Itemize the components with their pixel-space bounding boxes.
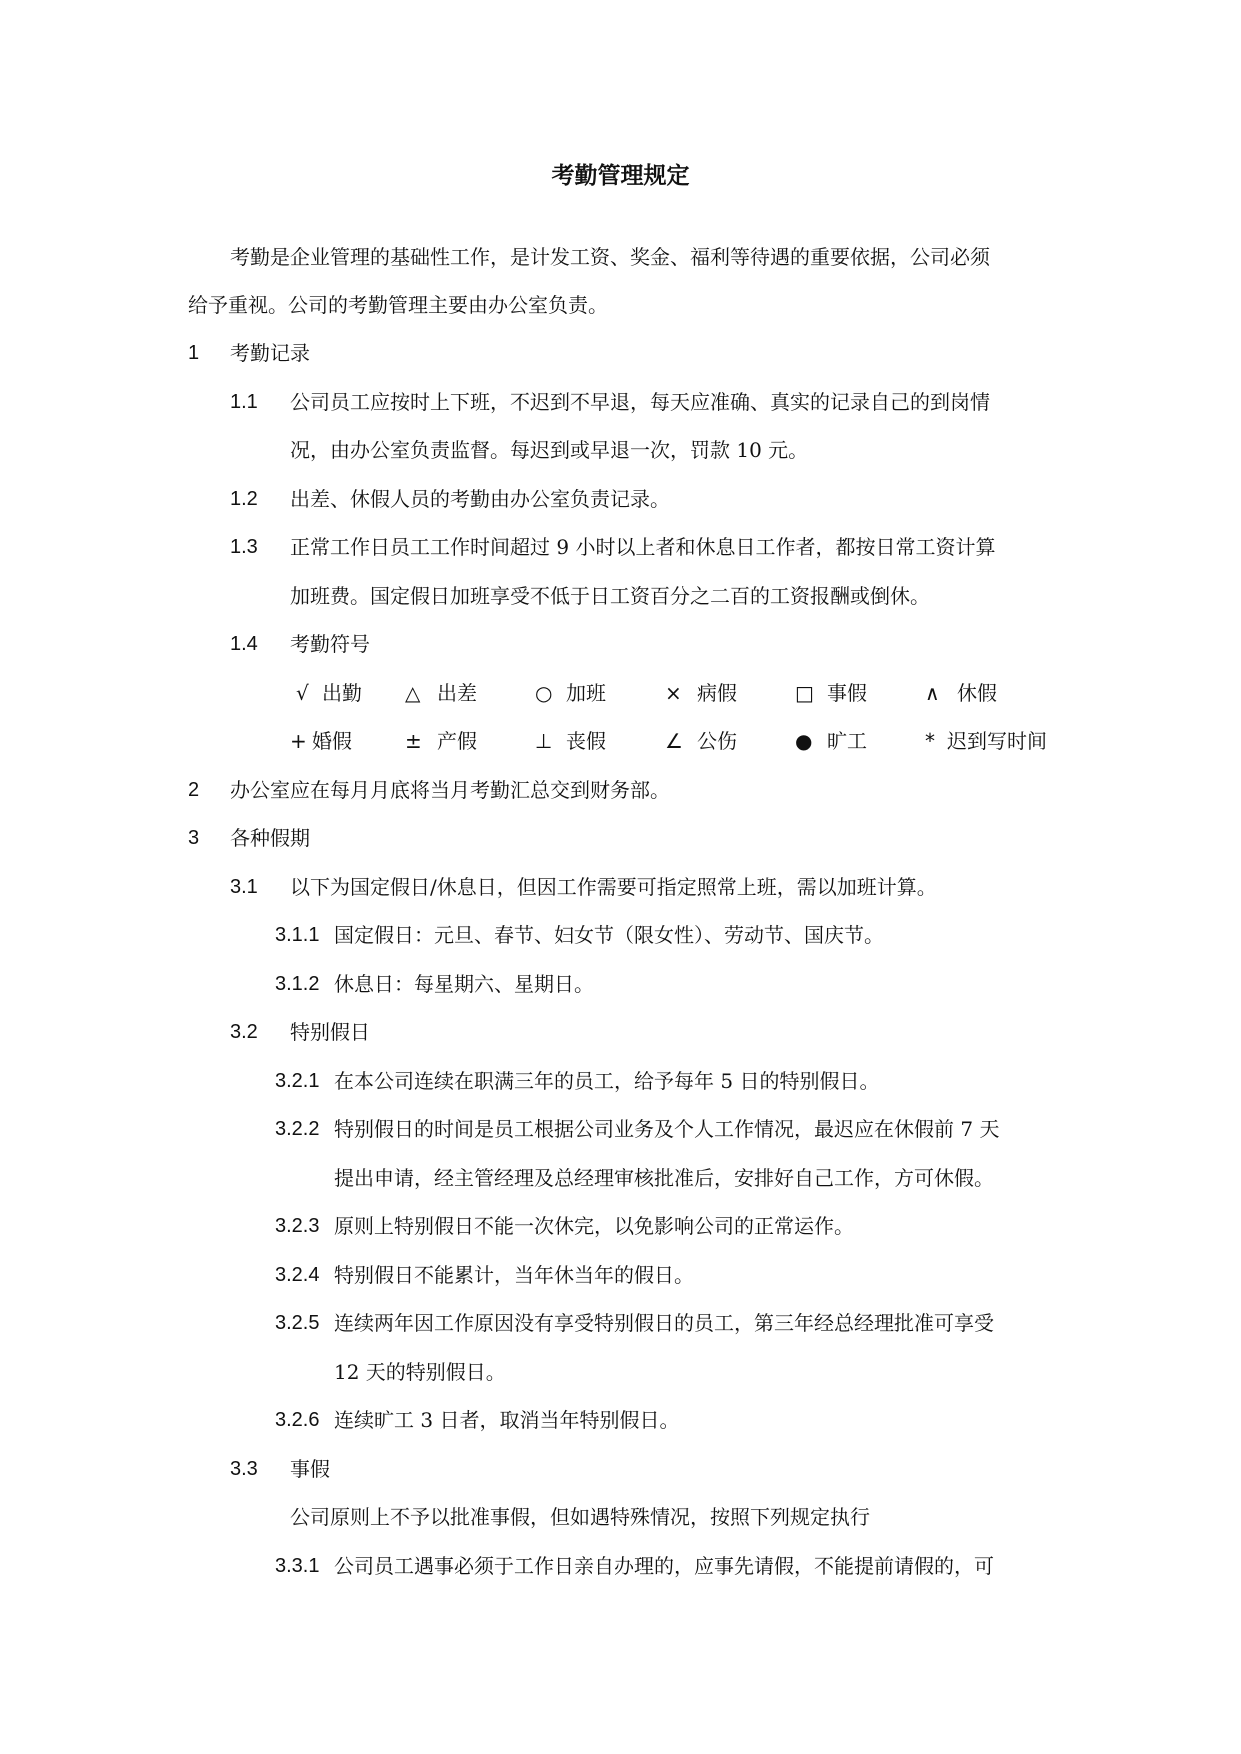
section-3-1-2-text: 休息日：每星期六、星期日。 (334, 972, 594, 996)
section-1-number: 1 (188, 342, 200, 364)
symbol-label: 加班 (566, 681, 606, 705)
symbol-check: √ (296, 681, 309, 705)
symbol-triangle: △ (405, 681, 421, 705)
section-3-3-1-line-1: 公司员工遇事必须于工作日亲自办理的，应事先请假，不能提前请假的，可 (334, 1554, 994, 1578)
symbol-label: 丧假 (566, 729, 606, 753)
section-3-2-2-line-1: 特别假日的时间是员工根据公司业务及个人工作情况，最迟应在休假前 7 天 (334, 1117, 1000, 1141)
intro-line-1: 考勤是企业管理的基础性工作，是计发工资、奖金、福利等待遇的重要依据，公司必须 (230, 245, 990, 269)
symbol-label: 事假 (827, 681, 867, 705)
section-3-2-3-text: 原则上特别假日不能一次休完，以免影响公司的正常运作。 (334, 1214, 854, 1238)
section-3-1-1-number: 3.1.1 (275, 924, 320, 946)
symbol-label: 公伤 (697, 729, 737, 753)
symbol-plus: + (290, 729, 307, 753)
section-1-3-line-2: 加班费。国定假日加班享受不低于日工资百分之二百的工资报酬或倒休。 (290, 584, 930, 608)
section-3-3-number: 3.3 (230, 1458, 258, 1480)
section-3-1-2-number: 3.1.2 (275, 973, 320, 995)
section-3-2-1-text: 在本公司连续在职满三年的员工，给予每年 5 日的特别假日。 (334, 1069, 880, 1093)
symbol-angle: ∠ (665, 729, 683, 753)
section-1-4-number: 1.4 (230, 633, 258, 655)
symbol-plus-minus: ± (405, 729, 422, 753)
section-1-4-title: 考勤符号 (290, 632, 370, 656)
section-3-3-1-number: 3.3.1 (275, 1555, 320, 1577)
symbol-perpendicular: ⊥ (535, 729, 553, 753)
section-3-1-text: 以下为国定假日/休息日，但因工作需要可指定照常上班，需以加班计算。 (290, 875, 937, 899)
section-3-2-number: 3.2 (230, 1021, 258, 1043)
section-3-2-5-line-1: 连续两年因工作原因没有享受特别假日的员工，第三年经总经理批准可享受 (334, 1311, 994, 1335)
section-1-2-text: 出差、休假人员的考勤由办公室负责记录。 (290, 487, 670, 511)
section-3-2-4-number: 3.2.4 (275, 1264, 320, 1286)
section-3-2-4-text: 特别假日不能累计，当年休当年的假日。 (334, 1263, 694, 1287)
section-1-2-number: 1.2 (230, 488, 258, 510)
section-3-2-3-number: 3.2.3 (275, 1215, 320, 1237)
section-3-2-2-number: 3.2.2 (275, 1118, 320, 1140)
document-title: 考勤管理规定 (551, 162, 690, 189)
symbol-label: 旷工 (827, 729, 867, 753)
symbol-label: 出差 (437, 681, 477, 705)
symbol-label: 产假 (437, 729, 477, 753)
symbol-wedge: ∧ (925, 681, 940, 705)
section-1-1-line-2: 况，由办公室负责监督。每迟到或早退一次，罚款 10 元。 (290, 438, 809, 462)
section-3-2-2-line-2: 提出申请，经主管经理及总经理审核批准后，安排好自己工作，方可休假。 (334, 1166, 994, 1190)
symbol-label: 休假 (957, 681, 997, 705)
section-3-2-6-number: 3.2.6 (275, 1409, 320, 1431)
section-2-number: 2 (188, 779, 200, 801)
section-1-title: 考勤记录 (230, 341, 310, 365)
section-2-text: 办公室应在每月月底将当月考勤汇总交到财务部。 (230, 778, 670, 802)
symbol-label: 迟到写时间 (947, 729, 1047, 753)
section-3-2-1-number: 3.2.1 (275, 1070, 320, 1092)
section-1-1-line-1: 公司员工应按时上下班，不迟到不早退，每天应准确、真实的记录自己的到岗情 (290, 390, 990, 414)
symbol-cross: × (665, 681, 682, 705)
section-3-3-title: 事假 (290, 1457, 330, 1481)
section-1-3-line-1: 正常工作日员工工作时间超过 9 小时以上者和休息日工作者，都按日常工资计算 (290, 535, 996, 559)
intro-line-2: 给予重视。公司的考勤管理主要由办公室负责。 (188, 293, 608, 317)
section-1-3-number: 1.3 (230, 536, 258, 558)
symbol-asterisk: * (925, 729, 935, 753)
section-3-2-5-number: 3.2.5 (275, 1312, 320, 1334)
section-1-1-number: 1.1 (230, 391, 258, 413)
section-3-2-title: 特别假日 (290, 1020, 370, 1044)
symbol-circle: ○ (535, 681, 553, 705)
symbol-label: 病假 (697, 681, 737, 705)
section-3-title: 各种假期 (230, 826, 310, 850)
symbol-label: 出勤 (322, 681, 362, 705)
section-3-number: 3 (188, 827, 200, 849)
section-3-1-number: 3.1 (230, 876, 258, 898)
symbol-square: □ (795, 681, 814, 705)
symbol-label: 婚假 (312, 729, 352, 753)
section-3-2-5-line-2: 12 天的特别假日。 (334, 1360, 506, 1384)
section-3-3-note: 公司原则上不予以批准事假，但如遇特殊情况，按照下列规定执行 (290, 1505, 870, 1529)
section-3-1-1-text: 国定假日：元旦、春节、妇女节（限女性）、劳动节、国庆节。 (334, 923, 884, 947)
symbol-black-circle: ● (795, 729, 813, 753)
section-3-2-6-text: 连续旷工 3 日者，取消当年特别假日。 (334, 1408, 680, 1432)
